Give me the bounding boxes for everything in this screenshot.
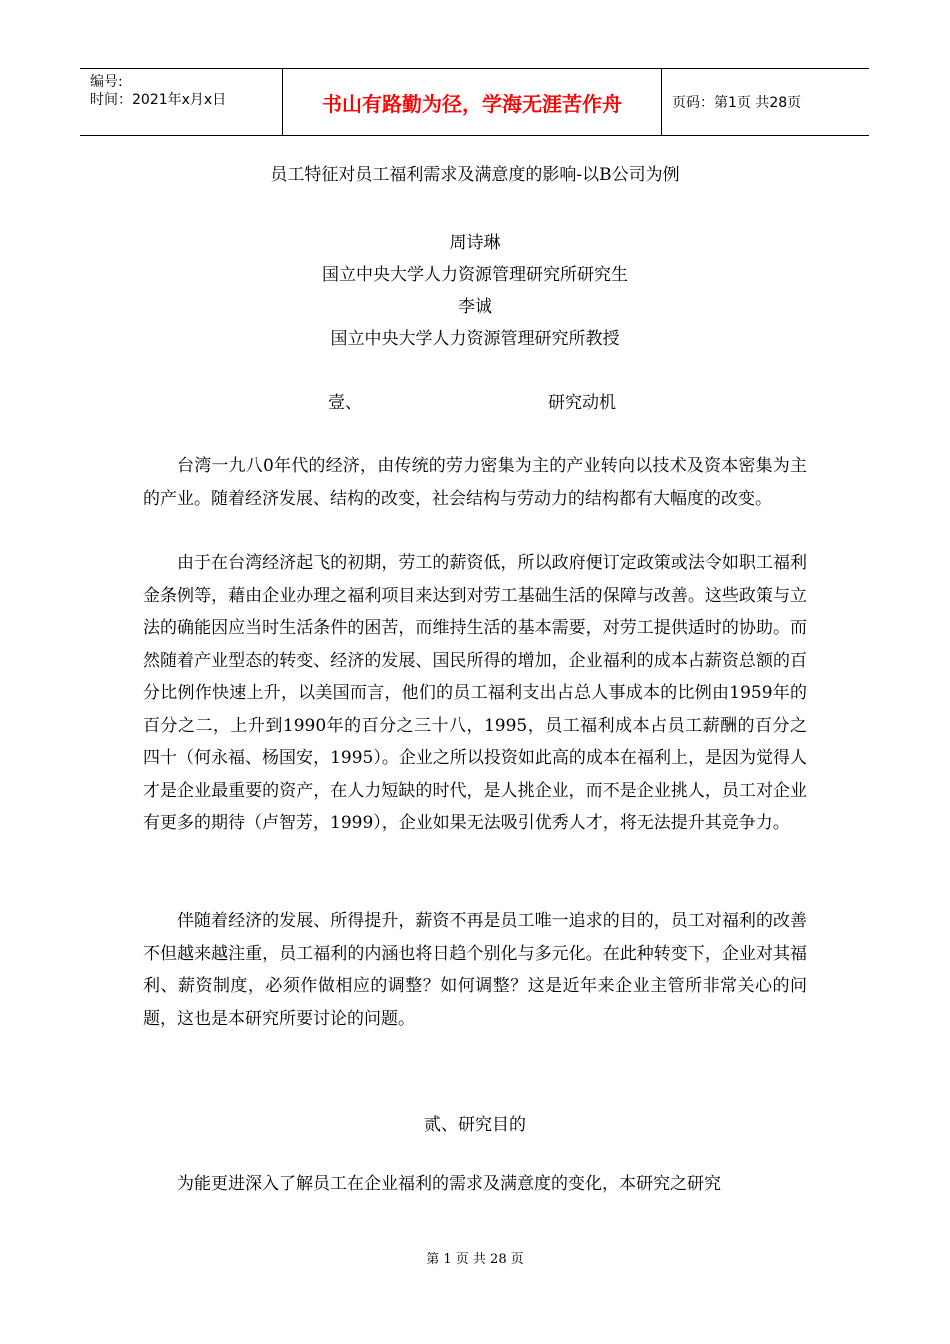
paragraph-4: 为能更进深入了解员工在企业福利的需求及满意度的变化，本研究之研究 xyxy=(177,1174,721,1194)
paragraph-3: 伴随着经济的发展、所得提升，薪资不再是员工唯一追求的目的，员工对福利的改善不但越来越注重，员工福利的内涵也将日趋个别化与多元化。在此种转变下，企业对其福利、薪资制度，必须作做相应的调整？如何调整？这是近年来企业主管所非常关心的问题，这也是本研究所要讨论的问题。 xyxy=(143,911,807,1029)
section-title: 研究动机 xyxy=(548,393,616,413)
document-title: 员工特征对员工福利需求及满意度的影响-以B公司为例 xyxy=(270,165,680,185)
author-affiliation-1: 国立中央大学人力资源管理研究所研究生 xyxy=(322,265,628,285)
paragraph-1: 台湾一九八0年代的经济，由传统的劳力密集为主的产业转向以技术及资本密集为主的产业。随着经济发展、结构的改变，社会结构与劳动力的结构都有大幅度的改变。 xyxy=(143,456,807,509)
author-affiliation-2: 国立中央大学人力资源管理研究所教授 xyxy=(330,329,620,349)
paragraph-2: 由于在台湾经济起飞的初期，劳工的薪资低，所以政府便订定政策或法令如职工福利金条例等，藉由企业办理之福利项目来达到对劳工基础生活的保障与改善。这些政策与立法的确能因应当时生活条件的困苦，而维持生活的基本需要，对劳工提供适时的协助。而然随着产业型态的转变、经济的发展、国民所得的增加，企业福利的成本占薪资总额的百分比例作快速上升，以美国而言，他们的员工福利支出占总人事成本的比例由1959年的百分之二，上升到1990年的百分之三十八，1995，员工福利成本占员工薪酬的百分之四十（何永福、杨国安，1995）。企业之所以投资如此高的成本在福利上，是因为觉得人才是企业最重要的资产，在人力短缺的时代，是人挑企业，而不是企业挑人，员工对企业有更多的期待（卢智芳，1999），企业如果无法吸引优秀人才，将无法提升其竞争力。 xyxy=(143,553,807,833)
header-table xyxy=(80,68,869,136)
document-number-label: 编号: xyxy=(90,74,123,90)
document-time-label: 时间：2021年x月x日 xyxy=(90,92,227,108)
section-number: 壹、 xyxy=(328,393,362,413)
header-page-info: 页码：第1页 共28页 xyxy=(672,95,802,111)
page-footer: 第 1 页 共 28 页 xyxy=(426,1252,524,1267)
section-heading-1 xyxy=(0,388,950,412)
author-name-2: 李诚 xyxy=(458,297,492,317)
header-meta-cell xyxy=(80,69,282,135)
header-motto: 书山有路勤为径，学海无涯苦作舟 xyxy=(282,69,662,135)
section-heading-2: 贰、研究目的 xyxy=(424,1115,526,1135)
author-name-1: 周诗琳 xyxy=(449,233,501,253)
